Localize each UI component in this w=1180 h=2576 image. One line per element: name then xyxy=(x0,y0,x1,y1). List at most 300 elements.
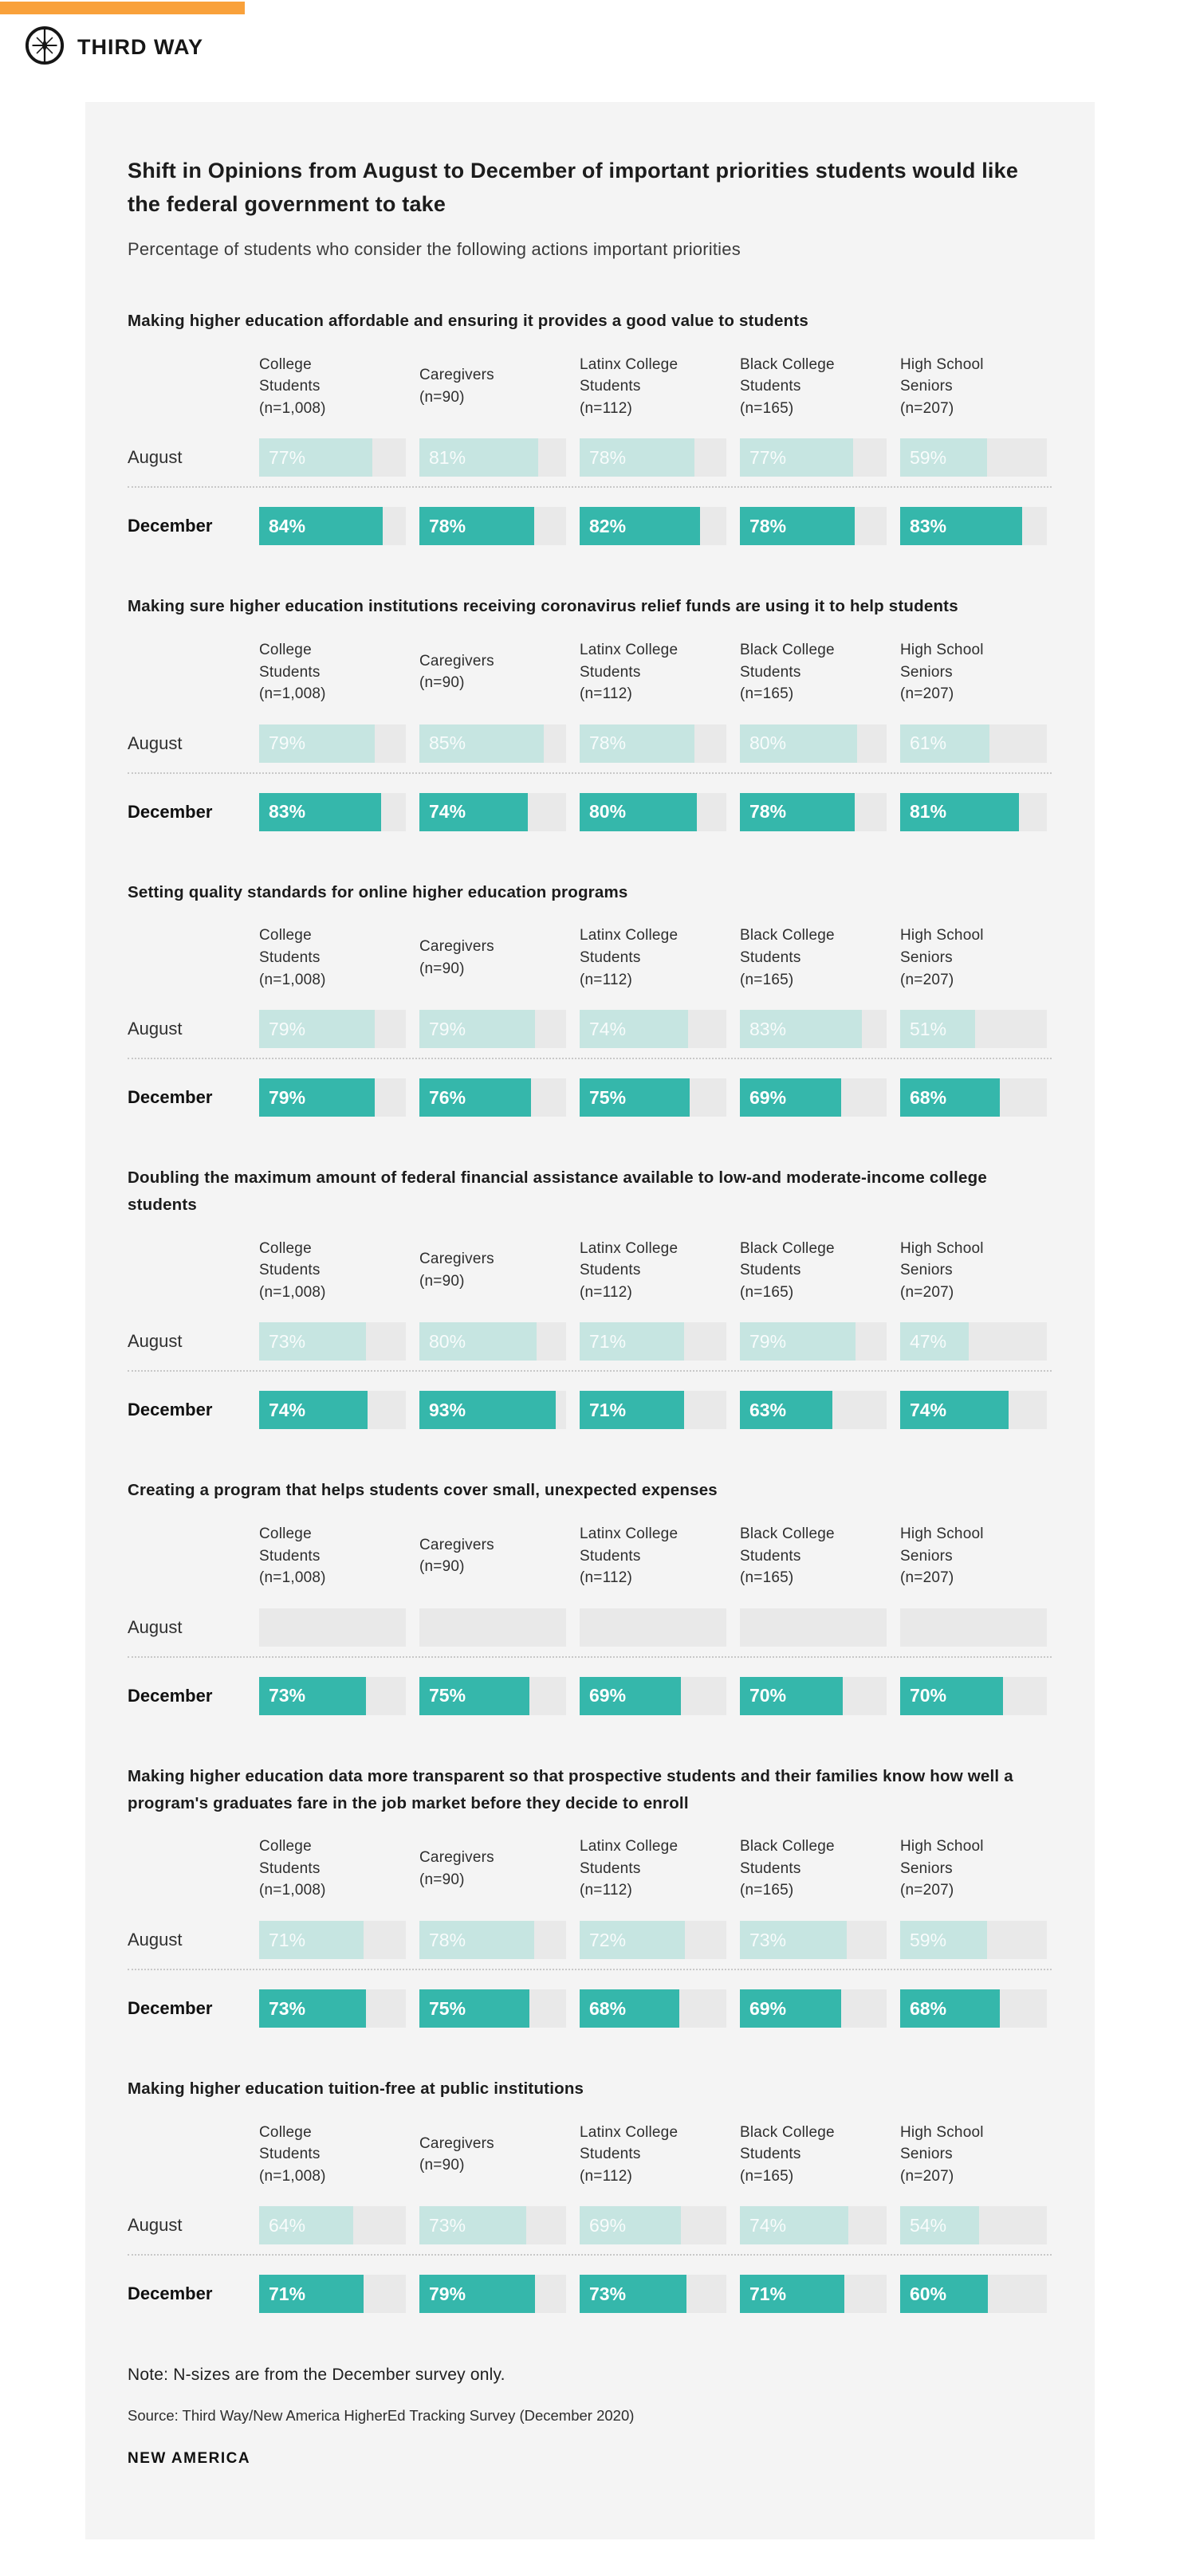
december-bar xyxy=(740,2275,844,2313)
december-bar-value: 74% xyxy=(429,801,466,823)
december-row xyxy=(128,1078,1052,1117)
august-bar-track xyxy=(580,438,726,477)
august-row xyxy=(128,1010,1052,1048)
december-bar xyxy=(259,1078,375,1117)
august-bar-track xyxy=(740,1921,887,1959)
priority-section xyxy=(128,308,1052,545)
december-row-label: December xyxy=(128,1087,213,1108)
chart-subtitle: Percentage of students who consider the following actions important priorities xyxy=(128,238,741,259)
column-header: Caregivers (n=90) xyxy=(419,938,494,977)
compass-icon xyxy=(24,25,65,70)
december-bar-track xyxy=(259,1391,406,1429)
august-bar-value: 83% xyxy=(749,1018,787,1039)
column-header: Caregivers (n=90) xyxy=(419,652,494,692)
row-separator xyxy=(128,1370,1052,1372)
december-row-label: December xyxy=(128,1685,213,1706)
august-bar-track xyxy=(580,724,726,763)
december-bar-value: 75% xyxy=(429,1685,466,1706)
december-bar-track xyxy=(900,2275,1047,2313)
december-bar-track xyxy=(580,793,726,831)
december-bar-track xyxy=(900,793,1047,831)
december-bar-value: 69% xyxy=(749,1086,787,1108)
august-row-label: August xyxy=(128,732,183,753)
column-header: Latinx College Students (n=112) xyxy=(580,641,678,703)
august-bar xyxy=(900,1010,975,1048)
december-bar-value: 78% xyxy=(749,801,787,823)
section-title: Making higher education affordable and ensuring it provides a good value to students xyxy=(128,311,808,330)
august-bar-value: 79% xyxy=(429,1018,466,1039)
december-bar-track xyxy=(419,1078,566,1117)
december-bar-track xyxy=(259,2275,406,2313)
column-header: High School Seniors (n=207) xyxy=(900,641,984,703)
august-bar xyxy=(259,724,375,763)
december-bar-track xyxy=(900,507,1047,545)
august-bar xyxy=(259,438,372,477)
chart-title: Shift in Opinions from August to December of important priorities students would like the federal government to take xyxy=(128,159,1019,216)
august-bar-value: 64% xyxy=(269,2214,306,2236)
brand-accent-bar xyxy=(0,2,245,14)
row-separator xyxy=(128,486,1052,488)
august-bar xyxy=(419,1010,535,1048)
december-row xyxy=(128,1391,1052,1429)
august-bar xyxy=(580,724,694,763)
august-bar-track xyxy=(259,1322,406,1361)
august-bar-value: 74% xyxy=(589,1018,627,1039)
august-bar-value: 47% xyxy=(910,1330,947,1352)
august-bar xyxy=(419,1921,534,1959)
august-bar xyxy=(740,724,857,763)
december-bar xyxy=(740,793,855,831)
column-header: College Students (n=1,008) xyxy=(259,641,326,703)
august-bar-value: 73% xyxy=(269,1330,306,1352)
august-bar-value: 77% xyxy=(749,446,787,468)
december-bar-value: 83% xyxy=(910,515,947,536)
december-bar-track xyxy=(419,2275,566,2313)
august-bar-track xyxy=(740,1608,887,1647)
december-bar-track xyxy=(740,1391,887,1429)
section-title: Making higher education tuition-free at public institutions xyxy=(128,2079,584,2099)
new-america-logo-text: NEW AMERICA xyxy=(128,2450,251,2468)
december-bar-track xyxy=(740,507,887,545)
december-bar xyxy=(580,1391,684,1429)
december-bar-value: 69% xyxy=(749,1997,787,2019)
august-bar-value: 69% xyxy=(589,2214,627,2236)
august-bar-value: 85% xyxy=(429,732,466,754)
august-bar-track xyxy=(580,2206,726,2244)
column-header: Caregivers (n=90) xyxy=(419,2134,494,2174)
august-bar-track xyxy=(580,1322,726,1361)
august-bar xyxy=(580,1322,684,1361)
column-header-row xyxy=(128,1523,1052,1589)
source-text: Source: Third Way/New America HigherEd Tracking Survey (December 2020) xyxy=(128,2407,635,2425)
december-bar-value: 71% xyxy=(749,2283,787,2304)
august-bar xyxy=(580,1921,685,1959)
december-bar-track xyxy=(580,507,726,545)
august-row xyxy=(128,438,1052,477)
august-bar-track xyxy=(740,2206,887,2244)
august-bar-track xyxy=(259,1608,406,1647)
column-header: Caregivers (n=90) xyxy=(419,1849,494,1888)
december-bar-track xyxy=(900,1078,1047,1117)
december-row xyxy=(128,507,1052,545)
august-row xyxy=(128,724,1052,763)
december-bar-track xyxy=(900,1391,1047,1429)
august-bar-value: 59% xyxy=(910,446,947,468)
august-bar-value: 61% xyxy=(910,732,947,754)
december-bar-track xyxy=(259,507,406,545)
december-bar xyxy=(259,2275,364,2313)
note-text: Note: N-sizes are from the December survey only. xyxy=(128,2366,505,2385)
august-bar-track xyxy=(900,2206,1047,2244)
december-bar xyxy=(580,1078,690,1117)
december-bar xyxy=(740,507,855,545)
column-header: High School Seniors (n=207) xyxy=(900,2123,984,2185)
august-bar-track xyxy=(419,2206,566,2244)
priority-section xyxy=(128,1763,1052,2028)
december-bar xyxy=(900,1989,1000,2028)
december-bar xyxy=(580,1989,679,2028)
december-bar-value: 78% xyxy=(429,515,466,536)
column-header: Latinx College Students (n=112) xyxy=(580,2123,678,2185)
august-bar-track xyxy=(259,2206,406,2244)
december-row-label: December xyxy=(128,516,213,536)
december-bar xyxy=(900,1391,1009,1429)
december-bar-value: 68% xyxy=(589,1997,627,2019)
august-bar-value: 79% xyxy=(269,732,306,754)
section-title: Setting quality standards for online higher education programs xyxy=(128,882,628,901)
row-separator xyxy=(128,772,1052,774)
section-title: Creating a program that helps students cover small, unexpected expenses xyxy=(128,1481,718,1500)
row-separator xyxy=(128,1656,1052,1658)
august-bar xyxy=(580,438,694,477)
august-bar xyxy=(740,1921,847,1959)
december-bar-value: 74% xyxy=(910,1399,947,1420)
december-bar-track xyxy=(740,1989,887,2028)
august-bar-track xyxy=(419,1010,566,1048)
december-bar-track xyxy=(259,1989,406,2028)
december-bar-track xyxy=(740,793,887,831)
august-row xyxy=(128,2206,1052,2244)
december-bar xyxy=(259,507,383,545)
august-bar-value: 71% xyxy=(269,1929,306,1950)
december-bar-value: 60% xyxy=(910,2283,947,2304)
december-bar xyxy=(580,507,700,545)
august-bar-track xyxy=(740,1322,887,1361)
august-bar xyxy=(900,2206,979,2244)
august-bar-track xyxy=(259,1010,406,1048)
section-title: Doubling the maximum amount of federal financial assistance available to low-and moderate-income college students xyxy=(128,1168,987,1214)
december-row xyxy=(128,1677,1052,1715)
august-bar-track xyxy=(900,1608,1047,1647)
december-bar-value: 83% xyxy=(269,801,306,823)
august-bar xyxy=(259,1921,364,1959)
august-row-label: August xyxy=(128,1930,183,1950)
august-bar-track xyxy=(740,438,887,477)
december-bar xyxy=(259,1677,366,1715)
section-title: Making higher education data more transparent so that prospective students and their families know how well a program's graduates fare in the job market before they decide to enroll xyxy=(128,1766,1013,1812)
column-header-row xyxy=(128,639,1052,705)
december-bar-value: 73% xyxy=(589,2283,627,2304)
august-bar-value: 74% xyxy=(749,2214,787,2236)
december-bar-value: 82% xyxy=(589,515,627,536)
december-bar xyxy=(419,507,534,545)
december-bar-value: 71% xyxy=(269,2283,306,2304)
august-bar xyxy=(740,438,853,477)
december-bar xyxy=(419,2275,535,2313)
august-bar-value: 54% xyxy=(910,2214,947,2236)
column-header: High School Seniors (n=207) xyxy=(900,1239,984,1301)
august-row-label: August xyxy=(128,2215,183,2236)
august-bar xyxy=(419,2206,526,2244)
column-header: Caregivers (n=90) xyxy=(419,367,494,406)
december-bar xyxy=(419,1989,529,2028)
column-header-row xyxy=(128,1836,1052,1902)
august-bar-value: 80% xyxy=(429,1330,466,1352)
column-header: College Students (n=1,008) xyxy=(259,355,326,417)
august-row-label: August xyxy=(128,1331,183,1352)
december-bar xyxy=(259,1391,368,1429)
december-bar-track xyxy=(580,1677,726,1715)
column-header: Black College Students (n=165) xyxy=(740,355,835,417)
december-row xyxy=(128,1989,1052,2028)
december-bar xyxy=(900,2275,988,2313)
december-bar xyxy=(740,1989,841,2028)
column-header: Caregivers (n=90) xyxy=(419,1251,494,1290)
august-bar-track xyxy=(900,1921,1047,1959)
third-way-logo-text: THIRD WAY xyxy=(77,35,204,59)
december-bar-track xyxy=(580,1391,726,1429)
december-bar-track xyxy=(259,1677,406,1715)
december-bar-track xyxy=(580,2275,726,2313)
august-bar-value: 73% xyxy=(749,1929,787,1950)
august-bar xyxy=(259,2206,353,2244)
december-bar-track xyxy=(900,1989,1047,2028)
december-bar xyxy=(580,1677,681,1715)
august-bar-value: 81% xyxy=(429,446,466,468)
august-bar-track xyxy=(900,724,1047,763)
priority-section xyxy=(128,1164,1052,1429)
column-header: High School Seniors (n=207) xyxy=(900,1526,984,1587)
december-bar-track xyxy=(419,793,566,831)
august-bar-track xyxy=(580,1921,726,1959)
priority-section xyxy=(128,1477,1052,1714)
column-header: Latinx College Students (n=112) xyxy=(580,1239,678,1301)
december-bar-track xyxy=(259,793,406,831)
august-bar-value: 78% xyxy=(429,1929,466,1950)
december-bar xyxy=(580,793,697,831)
row-separator xyxy=(128,2254,1052,2256)
august-bar xyxy=(419,724,544,763)
column-header: College Students (n=1,008) xyxy=(259,1838,326,1899)
column-header: High School Seniors (n=207) xyxy=(900,1838,984,1899)
december-bar-value: 84% xyxy=(269,515,306,536)
december-bar-value: 76% xyxy=(429,1086,466,1108)
august-row-label: August xyxy=(128,447,183,468)
chart-card xyxy=(85,102,1095,2539)
december-row xyxy=(128,2275,1052,2313)
column-header: Black College Students (n=165) xyxy=(740,927,835,988)
december-bar-value: 81% xyxy=(910,801,947,823)
december-bar-value: 79% xyxy=(269,1086,306,1108)
december-bar-track xyxy=(419,1677,566,1715)
august-bar-value: 71% xyxy=(589,1330,627,1352)
december-bar xyxy=(740,1078,841,1117)
december-bar-track xyxy=(740,1677,887,1715)
august-bar-value: 72% xyxy=(589,1929,627,1950)
august-row xyxy=(128,1608,1052,1647)
december-bar-track xyxy=(419,507,566,545)
december-bar-value: 73% xyxy=(269,1997,306,2019)
december-bar xyxy=(900,1677,1003,1715)
august-bar-track xyxy=(419,724,566,763)
december-bar-value: 68% xyxy=(910,1997,947,2019)
december-bar-track xyxy=(259,1078,406,1117)
august-bar-value: 79% xyxy=(749,1330,787,1352)
december-bar-value: 71% xyxy=(589,1399,627,1420)
august-bar-track xyxy=(259,438,406,477)
december-bar-value: 75% xyxy=(429,1997,466,2019)
august-bar-track xyxy=(419,1921,566,1959)
column-header-row xyxy=(128,1238,1052,1304)
december-bar-value: 63% xyxy=(749,1399,787,1420)
column-header-row xyxy=(128,2122,1052,2188)
august-bar-value: 78% xyxy=(589,732,627,754)
august-bar xyxy=(419,1322,537,1361)
december-bar-value: 73% xyxy=(269,1685,306,1706)
column-header: Latinx College Students (n=112) xyxy=(580,927,678,988)
august-bar xyxy=(900,1921,987,1959)
december-bar-track xyxy=(900,1677,1047,1715)
december-bar-track xyxy=(580,1989,726,2028)
december-bar-track xyxy=(419,1391,566,1429)
august-bar xyxy=(419,438,538,477)
december-row-label: December xyxy=(128,801,213,822)
august-bar-track xyxy=(740,1010,887,1048)
december-row xyxy=(128,793,1052,831)
august-bar xyxy=(259,1010,375,1048)
december-bar-track xyxy=(580,1078,726,1117)
august-bar-value: 73% xyxy=(429,2214,466,2236)
column-header: High School Seniors (n=207) xyxy=(900,927,984,988)
august-row xyxy=(128,1322,1052,1361)
august-row-label: August xyxy=(128,1019,183,1039)
december-bar xyxy=(419,1078,531,1117)
august-bar xyxy=(740,1010,862,1048)
december-bar-value: 93% xyxy=(429,1399,466,1420)
priority-section xyxy=(128,593,1052,831)
december-bar-value: 78% xyxy=(749,515,787,536)
december-bar-value: 79% xyxy=(429,2283,466,2304)
august-bar-track xyxy=(740,724,887,763)
august-bar-value: 59% xyxy=(910,1929,947,1950)
august-bar-value: 79% xyxy=(269,1018,306,1039)
august-bar-track xyxy=(259,724,406,763)
december-bar-value: 69% xyxy=(589,1685,627,1706)
priority-section xyxy=(128,879,1052,1117)
december-bar xyxy=(900,1078,1000,1117)
december-bar xyxy=(580,2275,686,2313)
sections xyxy=(128,308,1052,2314)
december-bar-value: 80% xyxy=(589,801,627,823)
december-bar xyxy=(900,507,1022,545)
august-bar xyxy=(900,1322,969,1361)
column-header: Black College Students (n=165) xyxy=(740,1526,835,1587)
third-way-logo xyxy=(24,25,1180,70)
column-header: Caregivers (n=90) xyxy=(419,1536,494,1576)
december-bar-value: 70% xyxy=(910,1685,947,1706)
august-row xyxy=(128,1921,1052,1959)
december-bar xyxy=(259,793,381,831)
august-bar xyxy=(900,438,987,477)
august-bar-track xyxy=(900,1010,1047,1048)
december-bar-value: 75% xyxy=(589,1086,627,1108)
august-bar xyxy=(580,1010,688,1048)
december-row-label: December xyxy=(128,1400,213,1420)
december-row-label: December xyxy=(128,1998,213,2019)
december-bar xyxy=(419,1391,556,1429)
august-row-label: August xyxy=(128,1616,183,1637)
december-bar-value: 70% xyxy=(749,1685,787,1706)
section-title: Making sure higher education institutions receiving coronavirus relief funds are using it to help students xyxy=(128,597,958,616)
august-bar-track xyxy=(259,1921,406,1959)
column-header: Black College Students (n=165) xyxy=(740,2123,835,2185)
december-bar xyxy=(900,793,1019,831)
priority-section xyxy=(128,2075,1052,2313)
august-bar-value: 51% xyxy=(910,1018,947,1039)
august-bar-value: 77% xyxy=(269,446,306,468)
august-bar xyxy=(740,2206,848,2244)
row-separator xyxy=(128,1969,1052,1970)
august-bar-value: 80% xyxy=(749,732,787,754)
august-bar-track xyxy=(900,1322,1047,1361)
december-bar-track xyxy=(740,1078,887,1117)
column-header: Black College Students (n=165) xyxy=(740,1239,835,1301)
august-bar xyxy=(259,1322,366,1361)
column-header: College Students (n=1,008) xyxy=(259,1239,326,1301)
august-bar-value: 78% xyxy=(589,446,627,468)
august-bar xyxy=(580,2206,681,2244)
august-bar-track xyxy=(419,438,566,477)
december-bar xyxy=(419,793,528,831)
december-bar-value: 74% xyxy=(269,1399,306,1420)
column-header: Latinx College Students (n=112) xyxy=(580,1838,678,1899)
december-bar xyxy=(740,1391,832,1429)
column-header: College Students (n=1,008) xyxy=(259,1526,326,1587)
row-separator xyxy=(128,1058,1052,1059)
column-header-row xyxy=(128,925,1052,991)
december-bar-value: 68% xyxy=(910,1086,947,1108)
december-bar xyxy=(740,1677,843,1715)
column-header: Latinx College Students (n=112) xyxy=(580,1526,678,1587)
december-bar xyxy=(419,1677,529,1715)
august-bar-track xyxy=(900,438,1047,477)
august-bar-track xyxy=(580,1010,726,1048)
august-bar xyxy=(740,1322,856,1361)
december-bar-track xyxy=(419,1989,566,2028)
december-row-label: December xyxy=(128,2283,213,2304)
column-header: Latinx College Students (n=112) xyxy=(580,355,678,417)
august-bar-track xyxy=(419,1322,566,1361)
august-bar-track xyxy=(580,1608,726,1647)
august-bar-track xyxy=(419,1608,566,1647)
december-bar xyxy=(259,1989,366,2028)
august-bar xyxy=(900,724,989,763)
column-header-row xyxy=(128,354,1052,420)
column-header: High School Seniors (n=207) xyxy=(900,355,984,417)
column-header: College Students (n=1,008) xyxy=(259,2123,326,2185)
column-header: Black College Students (n=165) xyxy=(740,641,835,703)
december-bar-track xyxy=(740,2275,887,2313)
